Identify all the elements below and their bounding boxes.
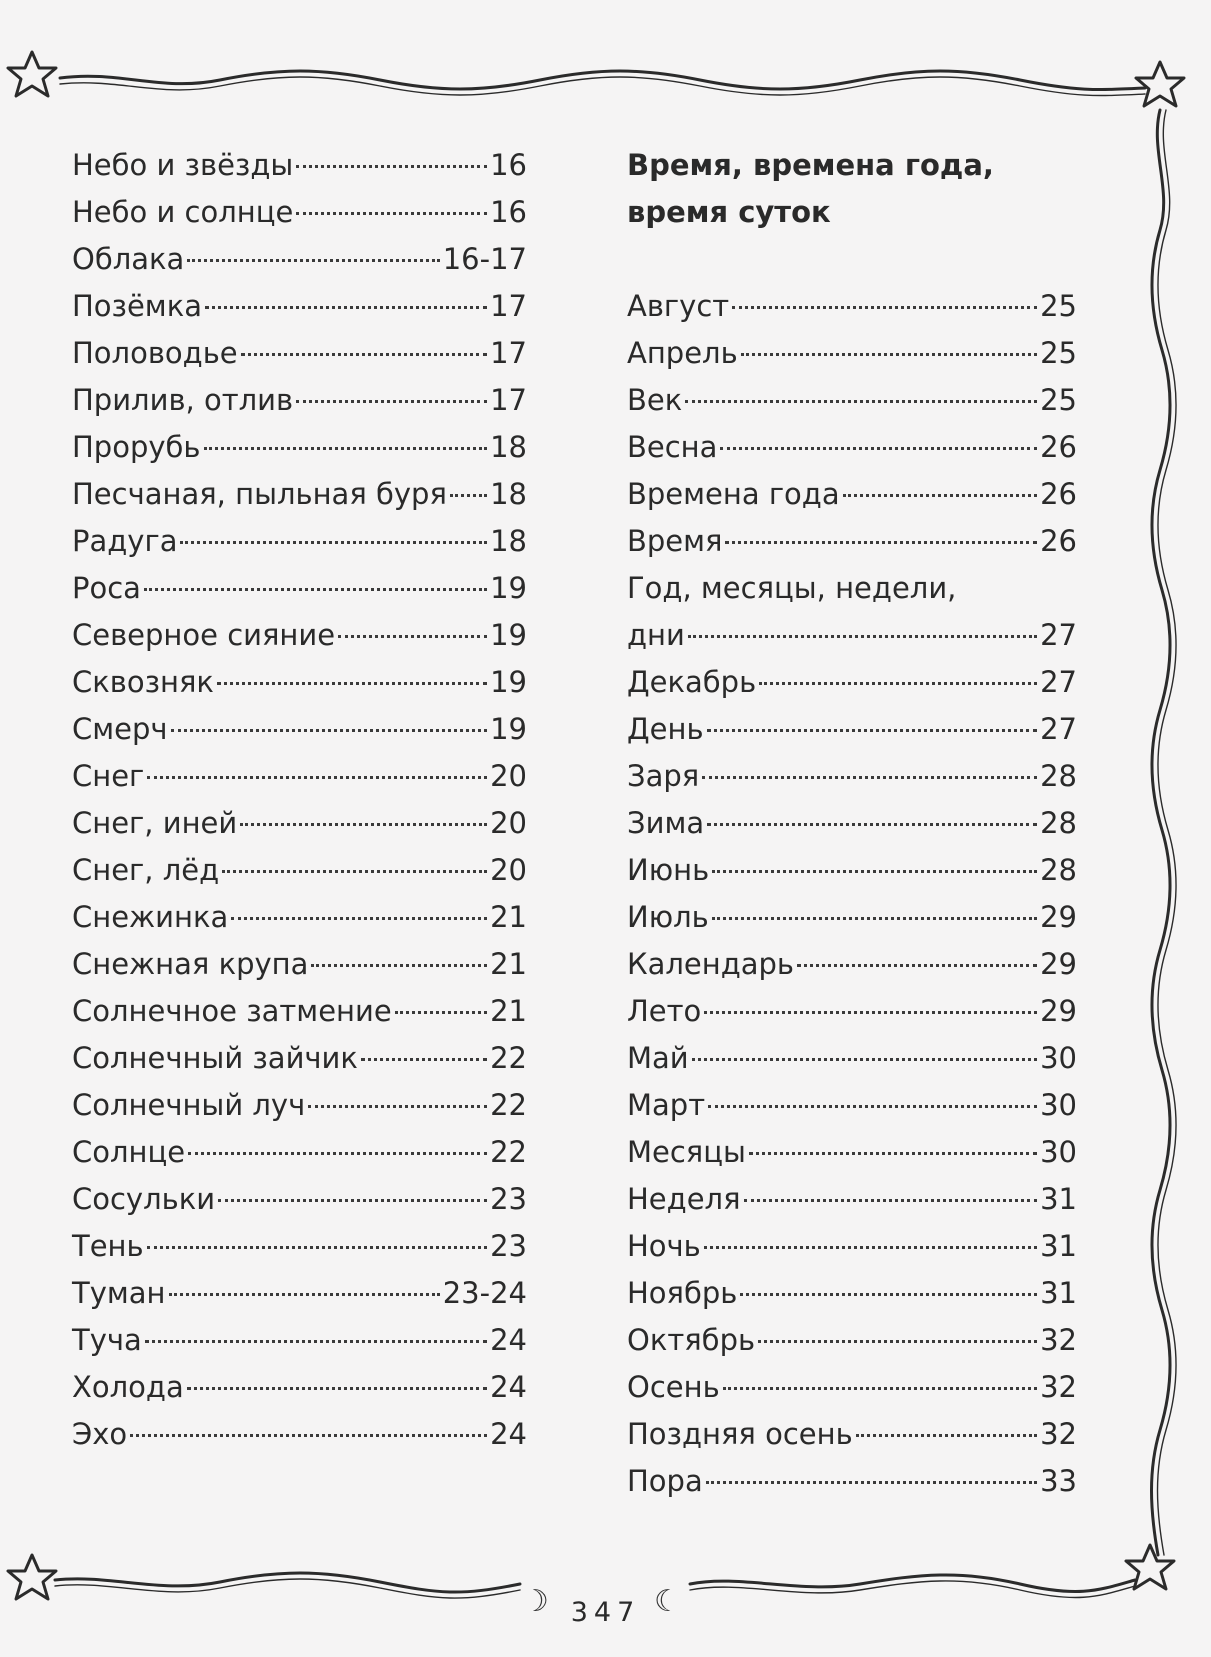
index-entry: [72, 424, 527, 471]
dot-leader: [361, 1058, 487, 1061]
index-entry: [627, 1082, 1077, 1129]
index-page-number: 20: [490, 806, 527, 840]
index-term: Северное сияние: [72, 618, 336, 652]
index-page-number: 28: [1040, 853, 1077, 887]
index-entry: [72, 894, 527, 941]
index-entry: [627, 847, 1077, 894]
dot-leader: [685, 400, 1037, 403]
index-page-number: 30: [1040, 1041, 1077, 1075]
index-entry: [627, 988, 1077, 1035]
index-term: Радуга: [72, 524, 178, 558]
crescent-moon-icon-right: ☾: [654, 1584, 681, 1619]
index-page-number: 32: [1040, 1417, 1077, 1451]
section-title-line-2: время суток: [627, 195, 831, 229]
index-page-number: 25: [1040, 289, 1077, 323]
index-page-number: 27: [1040, 618, 1077, 652]
index-page-number: 32: [1040, 1370, 1077, 1404]
index-page-number: 19: [490, 618, 527, 652]
index-term: Октябрь: [627, 1323, 756, 1357]
right-entries-before: [627, 283, 1077, 565]
index-entry: [72, 1176, 527, 1223]
dot-leader: [311, 964, 487, 967]
left-index-column: [72, 142, 527, 1458]
index-page-number: 24: [490, 1370, 527, 1404]
index-entry: [627, 1458, 1077, 1505]
index-entry: [72, 1035, 527, 1082]
dot-leader: [688, 635, 1037, 638]
dot-leader: [308, 1105, 487, 1108]
index-term: Солнечный зайчик: [72, 1041, 358, 1075]
index-term: Поздняя осень: [627, 1417, 853, 1451]
index-entry: [72, 659, 527, 706]
index-term: Сосульки: [72, 1182, 216, 1216]
index-term: Снежная крупа: [72, 947, 309, 981]
dot-leader: [144, 588, 487, 591]
index-page-number: 26: [1040, 477, 1077, 511]
index-entry: [72, 1223, 527, 1270]
index-entry: [627, 706, 1077, 753]
dot-leader: [856, 1434, 1037, 1437]
dot-leader: [147, 1246, 487, 1249]
index-entry: [627, 659, 1077, 706]
index-entry: [627, 941, 1077, 988]
dot-leader: [706, 1481, 1037, 1484]
dot-leader: [241, 353, 487, 356]
index-page-number: 17: [490, 336, 527, 370]
star-icon-bottom-left: [8, 1555, 56, 1599]
index-entry: [72, 941, 527, 988]
index-page-number: 23-24: [442, 1276, 527, 1310]
index-term: Зима: [627, 806, 705, 840]
index-term: Снег, иней: [72, 806, 238, 840]
dot-leader: [231, 917, 487, 920]
index-page-number: 26: [1040, 524, 1077, 558]
bottom-border-line: [55, 1573, 520, 1592]
index-term: Месяцы: [627, 1135, 746, 1169]
index-term: Лето: [627, 994, 702, 1028]
index-page-number: 22: [490, 1135, 527, 1169]
index-page-number: 30: [1040, 1088, 1077, 1122]
dot-leader: [222, 870, 487, 873]
index-entry: [72, 847, 527, 894]
dot-leader: [692, 1058, 1037, 1061]
index-term: Роса: [72, 571, 141, 605]
index-term: Декабрь: [627, 665, 757, 699]
index-entry: [627, 1035, 1077, 1082]
dot-leader: [720, 447, 1037, 450]
index-entry: [72, 377, 527, 424]
index-page-number: 23: [490, 1229, 527, 1263]
index-term: Снежинка: [72, 900, 229, 934]
index-entry: [627, 471, 1077, 518]
index-page-number: 23: [490, 1182, 527, 1216]
index-entry: [627, 424, 1077, 471]
dot-leader: [130, 1434, 487, 1437]
index-term: Апрель: [627, 336, 738, 370]
index-entry: [627, 283, 1077, 330]
index-page-number: 18: [490, 524, 527, 558]
dot-leader: [205, 306, 487, 309]
index-term: Март: [627, 1088, 706, 1122]
index-entry: [627, 1176, 1077, 1223]
dot-leader: [749, 1152, 1037, 1155]
index-page-number: 31: [1040, 1229, 1077, 1263]
index-entry: [72, 142, 527, 189]
index-page-number: 29: [1040, 994, 1077, 1028]
dot-leader: [204, 447, 488, 450]
index-entry: [627, 1364, 1077, 1411]
index-term: Осень: [627, 1370, 720, 1404]
index-term: Туман: [72, 1276, 166, 1310]
index-term: Эхо: [72, 1417, 128, 1451]
dot-leader: [450, 494, 487, 497]
index-page-number: 21: [490, 994, 527, 1028]
index-entry: [627, 518, 1077, 565]
index-term: Времена года: [627, 477, 840, 511]
index-term: Прорубь: [72, 430, 201, 464]
index-page-number: 21: [490, 947, 527, 981]
index-entry: [72, 1082, 527, 1129]
dot-leader: [740, 1293, 1037, 1296]
index-entry: [627, 1129, 1077, 1176]
index-entry: [72, 189, 527, 236]
right-entries-after: [627, 612, 1077, 1505]
index-term: Пора: [627, 1464, 703, 1498]
index-page-number: 19: [490, 665, 527, 699]
index-term: Небо и солнце: [72, 195, 294, 229]
index-term: Холода: [72, 1370, 184, 1404]
index-page-number: 20: [490, 853, 527, 887]
index-page-number: 26: [1040, 430, 1077, 464]
dot-leader: [217, 682, 487, 685]
index-entry: [72, 518, 527, 565]
index-term: Песчаная, пыльная буря: [72, 477, 447, 511]
index-term: Август: [627, 289, 730, 323]
index-entry: [72, 330, 527, 377]
index-entry: [627, 1317, 1077, 1364]
section-spacer: [627, 236, 1077, 283]
index-term: Календарь: [627, 947, 795, 981]
index-term: Весна: [627, 430, 718, 464]
dot-leader: [180, 541, 487, 544]
index-entry: [72, 1364, 527, 1411]
index-entry: [72, 1317, 527, 1364]
index-page-number: 28: [1040, 806, 1077, 840]
index-entry: [72, 988, 527, 1035]
index-term: Июнь: [627, 853, 710, 887]
index-entry: [627, 753, 1077, 800]
index-entry: [72, 612, 527, 659]
dot-leader: [338, 635, 487, 638]
dot-leader: [187, 1387, 487, 1390]
page-number: 347: [570, 1597, 641, 1628]
index-term: Туча: [72, 1323, 142, 1357]
dot-leader: [188, 1152, 487, 1155]
dot-leader: [296, 165, 487, 168]
index-page-number: 21: [490, 900, 527, 934]
index-entry: [72, 753, 527, 800]
index-page-number: 28: [1040, 759, 1077, 793]
index-page-number: 29: [1040, 900, 1077, 934]
index-page-number: 30: [1040, 1135, 1077, 1169]
index-term: Солнечный луч: [72, 1088, 306, 1122]
index-term: Время: [627, 524, 723, 558]
index-term: Прилив, отлив: [72, 383, 294, 417]
dot-leader: [725, 541, 1037, 544]
dot-leader: [797, 964, 1037, 967]
dot-leader: [744, 1199, 1038, 1202]
index-page-number: 22: [490, 1088, 527, 1122]
index-page-number: 25: [1040, 336, 1077, 370]
index-term: Половодье: [72, 336, 238, 370]
index-term: Июль: [627, 900, 709, 934]
index-entry: [627, 1270, 1077, 1317]
index-entry: [627, 1223, 1077, 1270]
index-term: Солнечное затмение: [72, 994, 392, 1028]
dot-leader: [741, 353, 1037, 356]
index-term: Небо и звёзды: [72, 148, 294, 182]
multiline-entry-first-line: Год, месяцы, недели,: [627, 571, 957, 605]
index-page-number: 25: [1040, 383, 1077, 417]
dot-leader: [147, 776, 487, 779]
index-term: Смерч: [72, 712, 168, 746]
index-term: дни: [627, 618, 685, 652]
dot-leader: [702, 776, 1037, 779]
index-page-number: 17: [490, 383, 527, 417]
dot-leader: [708, 1105, 1037, 1108]
index-entry: [72, 283, 527, 330]
dot-leader: [759, 682, 1037, 685]
dot-leader: [732, 306, 1037, 309]
dot-leader: [707, 823, 1037, 826]
index-page-number: 19: [490, 571, 527, 605]
index-page-number: 31: [1040, 1182, 1077, 1216]
index-term: Позёмка: [72, 289, 202, 323]
index-term: Сквозняк: [72, 665, 214, 699]
dot-leader: [723, 1387, 1037, 1390]
index-entry: [627, 800, 1077, 847]
index-term: Неделя: [627, 1182, 741, 1216]
index-term: Тень: [72, 1229, 144, 1263]
right-border-line: [1152, 110, 1171, 1555]
index-entry: [72, 565, 527, 612]
index-entry: [627, 330, 1077, 377]
index-page-number: 16: [490, 148, 527, 182]
index-entry: [72, 800, 527, 847]
index-page-number: 24: [490, 1323, 527, 1357]
index-page-number: 31: [1040, 1276, 1077, 1310]
index-page-number: 24: [490, 1417, 527, 1451]
star-icon-bottom-right: [1126, 1545, 1174, 1589]
index-page-number: 18: [490, 477, 527, 511]
index-term: Ноябрь: [627, 1276, 738, 1310]
index-page-number: 20: [490, 759, 527, 793]
index-entry: [627, 612, 1077, 659]
star-icon-top-left: [8, 52, 56, 96]
index-entry: [72, 236, 527, 283]
dot-leader: [171, 729, 488, 732]
index-term: День: [627, 712, 704, 746]
dot-leader: [707, 729, 1038, 732]
index-term: Век: [627, 383, 683, 417]
right-index-column: [627, 142, 1077, 1505]
index-entry: [627, 894, 1077, 941]
star-icon-top-right: [1136, 62, 1184, 106]
index-entry: [627, 377, 1077, 424]
dot-leader: [704, 1011, 1037, 1014]
index-entry: [72, 471, 527, 518]
index-entry: [72, 1129, 527, 1176]
dot-leader: [145, 1340, 487, 1343]
index-page-number: 32: [1040, 1323, 1077, 1357]
index-entry: [72, 1411, 527, 1458]
index-page-number: 16-17: [442, 242, 527, 276]
index-term: Снег, лёд: [72, 853, 220, 887]
dot-leader: [296, 400, 487, 403]
dot-leader: [169, 1293, 440, 1296]
index-page-number: 19: [490, 712, 527, 746]
index-term: Ночь: [627, 1229, 701, 1263]
index-term: Облака: [72, 242, 185, 276]
index-page-number: 22: [490, 1041, 527, 1075]
dot-leader: [704, 1246, 1037, 1249]
index-page-number: 18: [490, 430, 527, 464]
index-entry: [72, 706, 527, 753]
section-title-line-1: Время, времена года,: [627, 148, 994, 182]
dot-leader: [187, 259, 439, 262]
index-page-number: 33: [1040, 1464, 1077, 1498]
index-entry: [627, 1411, 1077, 1458]
dot-leader: [395, 1011, 487, 1014]
index-page-number: 16: [490, 195, 527, 229]
dot-leader: [843, 494, 1037, 497]
index-page-number: 17: [490, 289, 527, 323]
index-page-number: 27: [1040, 712, 1077, 746]
index-term: Май: [627, 1041, 689, 1075]
index-term: Снег: [72, 759, 145, 793]
index-term: Заря: [627, 759, 700, 793]
index-page-number: 29: [1040, 947, 1077, 981]
dot-leader: [712, 917, 1037, 920]
dot-leader: [218, 1199, 487, 1202]
dot-leader: [296, 212, 487, 215]
index-entry: [72, 1270, 527, 1317]
dot-leader: [758, 1340, 1037, 1343]
index-page-number: 27: [1040, 665, 1077, 699]
crescent-moon-icon-left: ☽: [522, 1584, 549, 1619]
dot-leader: [240, 823, 487, 826]
index-term: Солнце: [72, 1135, 186, 1169]
dot-leader: [712, 870, 1037, 873]
